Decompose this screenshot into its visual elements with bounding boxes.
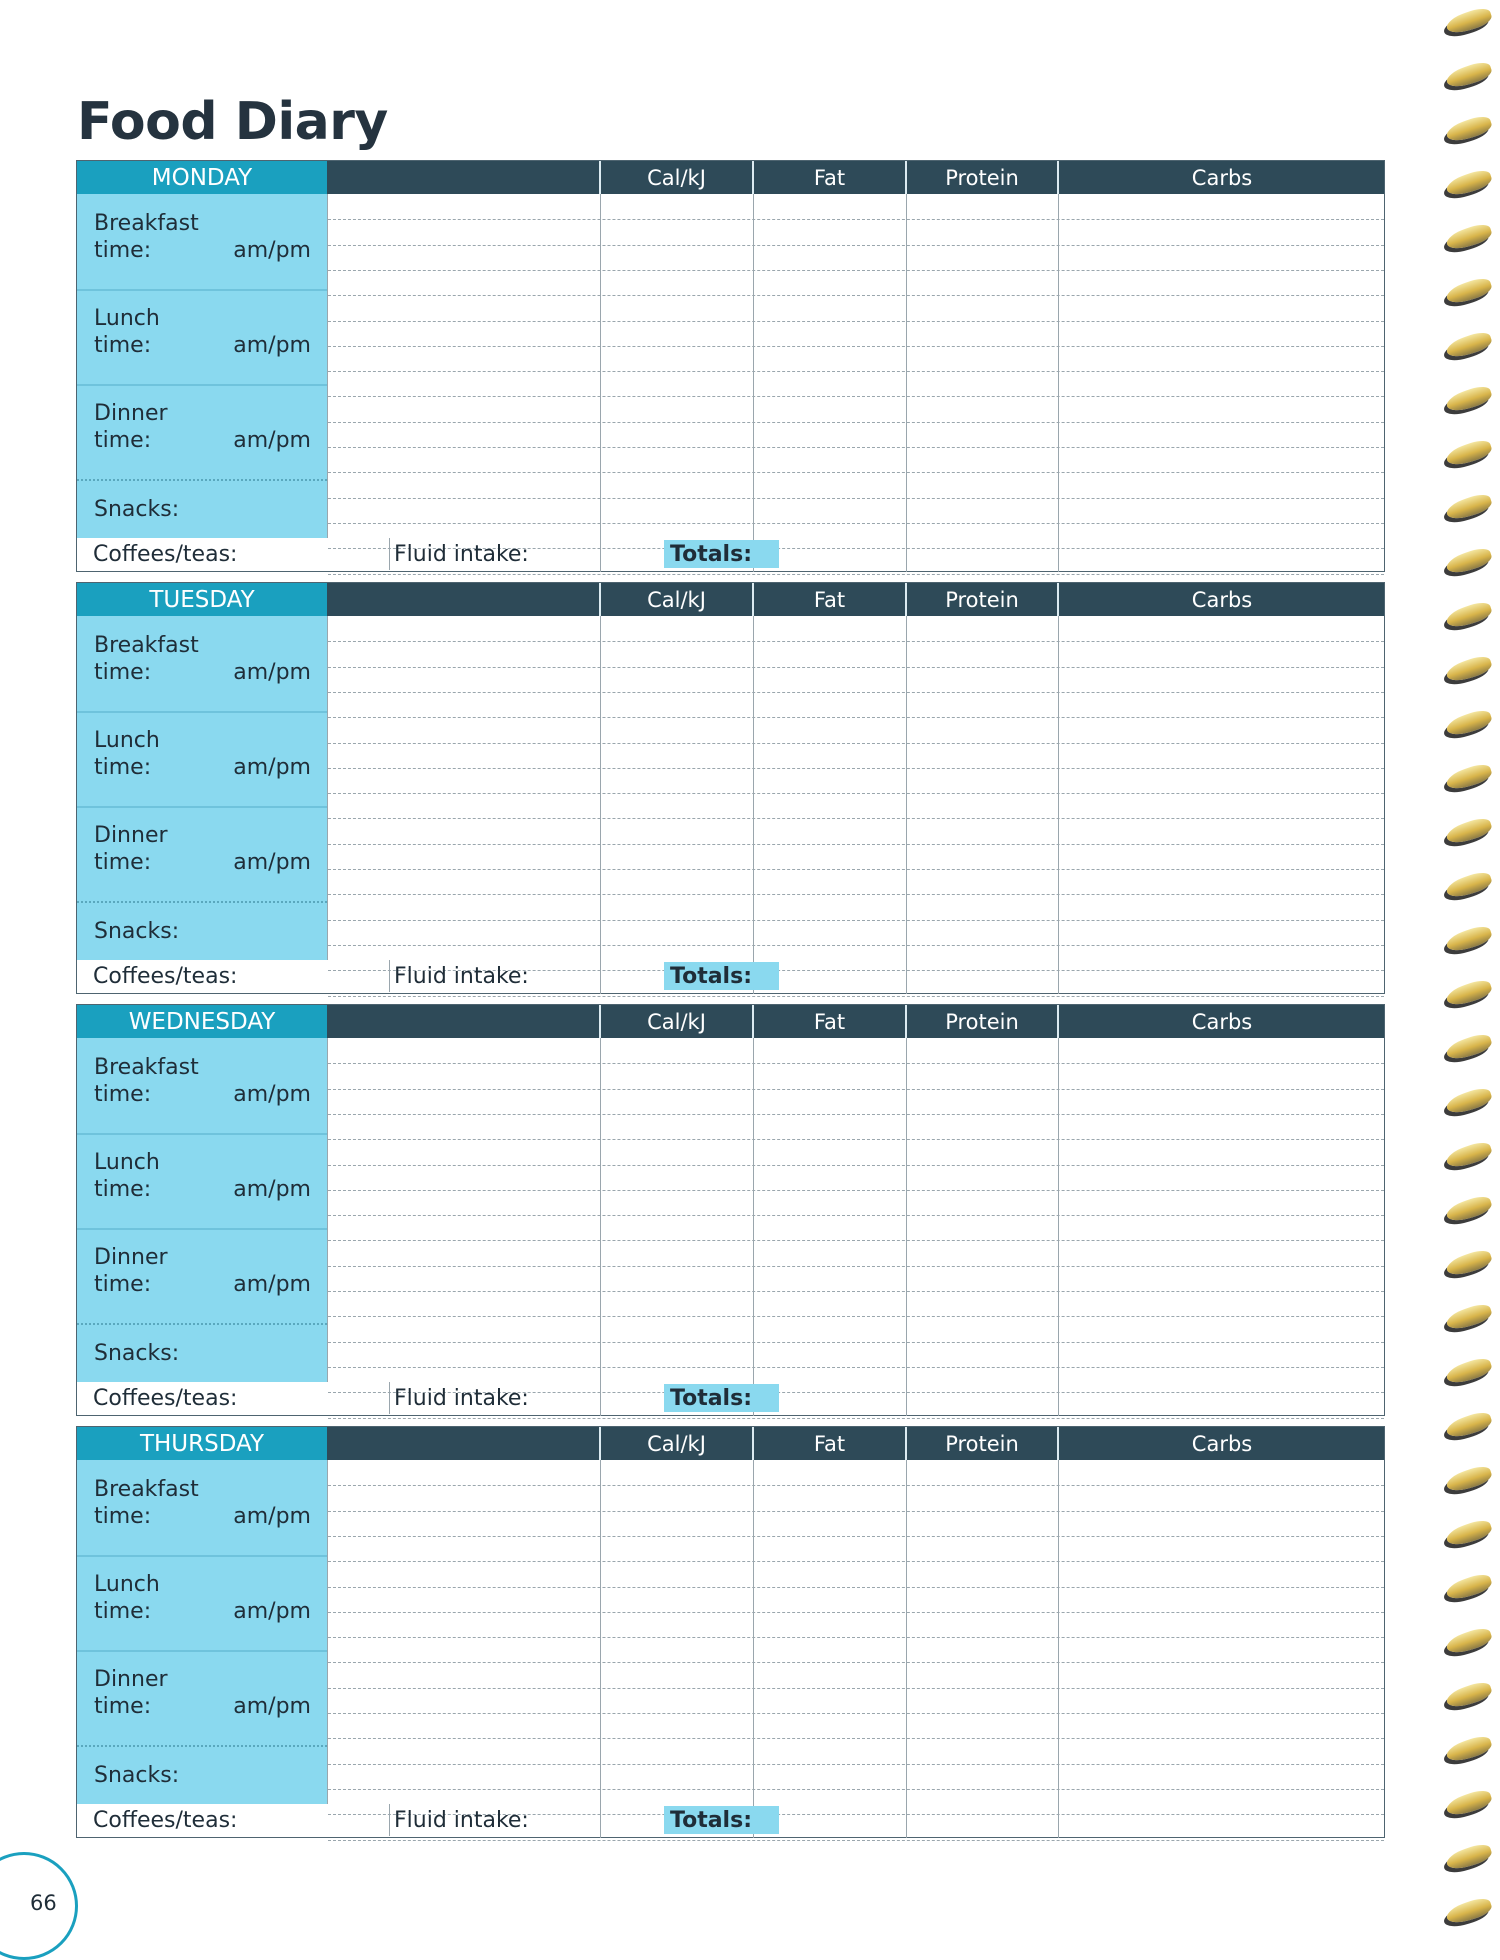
meal-divider bbox=[77, 1745, 327, 1747]
meal-time-label: time: bbox=[94, 1272, 152, 1297]
writing-line[interactable] bbox=[328, 295, 1384, 296]
writing-line[interactable] bbox=[328, 1063, 1384, 1064]
day-name: WEDNESDAY bbox=[77, 1005, 327, 1038]
spiral-coil bbox=[1444, 167, 1493, 198]
meal-time-label: time: bbox=[94, 1504, 152, 1529]
column-header: Protein bbox=[945, 1431, 1019, 1456]
meal-ampm-field[interactable]: am/pm bbox=[233, 333, 311, 358]
writing-line[interactable] bbox=[328, 219, 1384, 220]
coffees-teas-field[interactable]: Coffees/teas: bbox=[93, 963, 238, 989]
meal-time-label: time: bbox=[94, 755, 152, 780]
writing-line[interactable] bbox=[328, 667, 1384, 668]
writing-line[interactable] bbox=[328, 818, 1384, 819]
writing-line[interactable] bbox=[328, 869, 1384, 870]
spiral-coil bbox=[1444, 329, 1493, 360]
column-divider bbox=[389, 538, 390, 570]
writing-line[interactable] bbox=[328, 641, 1384, 642]
day-footer-row bbox=[77, 1804, 1384, 1838]
spiral-coil bbox=[1444, 491, 1493, 522]
meal-labels-column bbox=[77, 616, 327, 960]
day-section bbox=[76, 1004, 1385, 1416]
writing-line[interactable] bbox=[328, 447, 1384, 448]
spiral-coil bbox=[1444, 1355, 1493, 1386]
writing-line[interactable] bbox=[328, 1367, 1384, 1368]
day-footer-row bbox=[77, 538, 1384, 572]
day-footer-row bbox=[77, 960, 1384, 994]
meal-label: Breakfast bbox=[94, 211, 199, 236]
meal-label: Lunch bbox=[94, 1572, 160, 1597]
writing-line[interactable] bbox=[328, 321, 1384, 322]
meal-label: Breakfast bbox=[94, 1477, 199, 1502]
meal-divider bbox=[77, 1323, 327, 1325]
meal-labels-column bbox=[77, 1038, 327, 1382]
meal-time-label: time: bbox=[94, 1599, 152, 1624]
day-header-bar bbox=[77, 161, 1384, 194]
meal-ampm-field[interactable]: am/pm bbox=[233, 1694, 311, 1719]
totals-label: Totals: bbox=[664, 962, 779, 990]
snacks-label: Snacks: bbox=[94, 1763, 180, 1788]
meal-dinner bbox=[77, 806, 327, 901]
column-divider bbox=[753, 194, 754, 572]
column-divider bbox=[753, 1460, 754, 1838]
column-header: Protein bbox=[945, 587, 1019, 612]
meal-label: Breakfast bbox=[94, 1055, 199, 1080]
column-divider bbox=[906, 1460, 907, 1838]
column-divider bbox=[600, 1038, 601, 1416]
meal-dinner bbox=[77, 1650, 327, 1745]
meal-divider bbox=[77, 901, 327, 903]
spiral-coil bbox=[1444, 1571, 1493, 1602]
column-divider bbox=[600, 616, 601, 994]
column-divider bbox=[600, 1460, 601, 1838]
spiral-coil bbox=[1444, 221, 1493, 252]
spiral-coil bbox=[1444, 1085, 1493, 1116]
writing-line[interactable] bbox=[328, 1089, 1384, 1090]
meal-ampm-field[interactable]: am/pm bbox=[233, 660, 311, 685]
writing-line[interactable] bbox=[328, 1637, 1384, 1638]
meal-ampm-field[interactable]: am/pm bbox=[233, 238, 311, 263]
column-divider bbox=[753, 1038, 754, 1416]
spiral-coil bbox=[1444, 1463, 1493, 1494]
column-header: Cal/kJ bbox=[647, 165, 706, 190]
meal-time-label: time: bbox=[94, 238, 152, 263]
spiral-coil bbox=[1444, 1517, 1493, 1548]
coffees-teas-field[interactable]: Coffees/teas: bbox=[93, 1807, 238, 1833]
meal-lunch bbox=[77, 289, 327, 384]
writing-line[interactable] bbox=[328, 346, 1384, 347]
column-header: Protein bbox=[945, 165, 1019, 190]
spiral-coil bbox=[1444, 1895, 1493, 1926]
meal-dinner bbox=[77, 1228, 327, 1323]
day-footer-row bbox=[77, 1382, 1384, 1416]
meal-time-label: time: bbox=[94, 1694, 152, 1719]
column-divider bbox=[327, 1460, 328, 1804]
spiral-coil bbox=[1444, 923, 1493, 954]
column-header: Cal/kJ bbox=[647, 1009, 706, 1034]
spiral-coil bbox=[1444, 815, 1493, 846]
spiral-coil bbox=[1444, 869, 1493, 900]
fluid-intake-field[interactable]: Fluid intake: bbox=[394, 1807, 529, 1833]
writing-line[interactable] bbox=[328, 743, 1384, 744]
meal-lunch bbox=[77, 1133, 327, 1228]
meal-time-label: time: bbox=[94, 1177, 152, 1202]
spiral-coil bbox=[1444, 5, 1493, 36]
column-divider bbox=[1058, 616, 1059, 994]
spiral-coil bbox=[1444, 1841, 1493, 1872]
writing-line[interactable] bbox=[328, 1587, 1384, 1588]
page-number: 66 bbox=[30, 1891, 57, 1915]
column-header: Fat bbox=[813, 587, 846, 612]
spiral-coil bbox=[1444, 275, 1493, 306]
meal-time-label: time: bbox=[94, 1082, 152, 1107]
meal-label: Lunch bbox=[94, 306, 160, 331]
meal-time-label: time: bbox=[94, 428, 152, 453]
writing-line[interactable] bbox=[328, 945, 1384, 946]
meal-time-label: time: bbox=[94, 850, 152, 875]
spiral-coil bbox=[1444, 977, 1493, 1008]
column-header: Carbs bbox=[1191, 587, 1253, 612]
column-divider bbox=[327, 1038, 328, 1382]
writing-line[interactable] bbox=[328, 245, 1384, 246]
meal-ampm-field[interactable]: am/pm bbox=[233, 428, 311, 453]
column-divider bbox=[1058, 194, 1059, 572]
meal-ampm-field[interactable]: am/pm bbox=[233, 1177, 311, 1202]
meal-label: Lunch bbox=[94, 1150, 160, 1175]
column-header: Carbs bbox=[1191, 1009, 1253, 1034]
writing-line[interactable] bbox=[328, 574, 1384, 575]
column-header: Carbs bbox=[1191, 165, 1253, 190]
writing-line[interactable] bbox=[328, 1561, 1384, 1562]
snacks-label: Snacks: bbox=[94, 497, 180, 522]
day-header-bar bbox=[77, 583, 1384, 616]
meal-dinner bbox=[77, 384, 327, 479]
column-divider bbox=[1058, 1460, 1059, 1838]
writing-line[interactable] bbox=[328, 523, 1384, 524]
spiral-coil bbox=[1444, 59, 1493, 90]
fluid-intake-field[interactable]: Fluid intake: bbox=[394, 1385, 529, 1411]
page-number-badge bbox=[0, 1852, 78, 1960]
spiral-coil bbox=[1444, 437, 1493, 468]
spiral-coil bbox=[1444, 1139, 1493, 1170]
fluid-intake-field[interactable]: Fluid intake: bbox=[394, 963, 529, 989]
writing-line[interactable] bbox=[328, 894, 1384, 895]
spiral-coil bbox=[1444, 1031, 1493, 1062]
writing-line[interactable] bbox=[328, 1165, 1384, 1166]
writing-line[interactable] bbox=[328, 1840, 1384, 1841]
spiral-coil bbox=[1444, 113, 1493, 144]
writing-line[interactable] bbox=[328, 1266, 1384, 1267]
column-divider bbox=[1058, 1038, 1059, 1416]
totals-label: Totals: bbox=[664, 1806, 779, 1834]
meal-time-label: time: bbox=[94, 333, 152, 358]
writing-line[interactable] bbox=[328, 1612, 1384, 1613]
writing-line[interactable] bbox=[328, 1190, 1384, 1191]
meal-label: Dinner bbox=[94, 401, 168, 426]
column-header: Fat bbox=[813, 1009, 846, 1034]
writing-line[interactable] bbox=[328, 1485, 1384, 1486]
writing-line[interactable] bbox=[328, 422, 1384, 423]
meal-ampm-field[interactable]: am/pm bbox=[233, 1272, 311, 1297]
writing-line[interactable] bbox=[328, 1536, 1384, 1537]
day-name: TUESDAY bbox=[77, 583, 327, 616]
column-header: Carbs bbox=[1191, 1431, 1253, 1456]
writing-line[interactable] bbox=[328, 1240, 1384, 1241]
snacks-label: Snacks: bbox=[94, 919, 180, 944]
writing-line[interactable] bbox=[328, 1342, 1384, 1343]
writing-line[interactable] bbox=[328, 396, 1384, 397]
meal-lunch bbox=[77, 1555, 327, 1650]
column-divider bbox=[600, 194, 601, 572]
spiral-binding bbox=[1440, 0, 1500, 1936]
column-divider bbox=[753, 616, 754, 994]
snacks-label: Snacks: bbox=[94, 1341, 180, 1366]
meal-breakfast bbox=[77, 1460, 327, 1555]
meal-label: Breakfast bbox=[94, 633, 199, 658]
totals-label: Totals: bbox=[664, 1384, 779, 1412]
column-divider bbox=[389, 960, 390, 992]
column-header: Protein bbox=[945, 1009, 1019, 1034]
spiral-coil bbox=[1444, 1193, 1493, 1224]
writing-line[interactable] bbox=[328, 1713, 1384, 1714]
day-header-bar bbox=[77, 1427, 1384, 1460]
spiral-coil bbox=[1444, 707, 1493, 738]
meal-ampm-field[interactable]: am/pm bbox=[233, 1504, 311, 1529]
writing-line[interactable] bbox=[328, 692, 1384, 693]
writing-line[interactable] bbox=[328, 1316, 1384, 1317]
writing-line[interactable] bbox=[328, 1738, 1384, 1739]
day-header-bar bbox=[77, 1005, 1384, 1038]
spiral-coil bbox=[1444, 1733, 1493, 1764]
column-divider bbox=[327, 194, 328, 538]
day-section bbox=[76, 160, 1385, 572]
writing-line[interactable] bbox=[328, 371, 1384, 372]
meal-label: Lunch bbox=[94, 728, 160, 753]
writing-line[interactable] bbox=[328, 472, 1384, 473]
spiral-coil bbox=[1444, 1247, 1493, 1278]
meal-ampm-field[interactable]: am/pm bbox=[233, 755, 311, 780]
spiral-coil bbox=[1444, 1787, 1493, 1818]
writing-line[interactable] bbox=[328, 498, 1384, 499]
spiral-coil bbox=[1444, 1301, 1493, 1332]
writing-line[interactable] bbox=[328, 793, 1384, 794]
column-divider bbox=[389, 1804, 390, 1836]
meal-ampm-field[interactable]: am/pm bbox=[233, 850, 311, 875]
writing-line[interactable] bbox=[328, 844, 1384, 845]
column-header: Cal/kJ bbox=[647, 1431, 706, 1456]
column-divider bbox=[327, 616, 328, 960]
meal-breakfast bbox=[77, 1038, 327, 1133]
writing-line[interactable] bbox=[328, 1688, 1384, 1689]
writing-line[interactable] bbox=[328, 768, 1384, 769]
spiral-coil bbox=[1444, 653, 1493, 684]
fluid-intake-field[interactable]: Fluid intake: bbox=[394, 541, 529, 567]
column-header: Fat bbox=[813, 1431, 846, 1456]
page-title: Food Diary bbox=[77, 92, 388, 152]
meal-time-label: time: bbox=[94, 660, 152, 685]
writing-line[interactable] bbox=[328, 270, 1384, 271]
totals-label: Totals: bbox=[664, 540, 779, 568]
meal-label: Dinner bbox=[94, 1245, 168, 1270]
spiral-coil bbox=[1444, 383, 1493, 414]
spiral-coil bbox=[1444, 599, 1493, 630]
writing-line[interactable] bbox=[328, 1511, 1384, 1512]
writing-line[interactable] bbox=[328, 996, 1384, 997]
spiral-coil bbox=[1444, 1679, 1493, 1710]
day-section bbox=[76, 1426, 1385, 1838]
spiral-coil bbox=[1444, 761, 1493, 792]
meal-label: Dinner bbox=[94, 1667, 168, 1692]
meal-lunch bbox=[77, 711, 327, 806]
column-divider bbox=[389, 1382, 390, 1414]
column-divider bbox=[906, 1038, 907, 1416]
meal-labels-column bbox=[77, 194, 327, 538]
column-header: Fat bbox=[813, 165, 846, 190]
writing-line[interactable] bbox=[328, 717, 1384, 718]
writing-line[interactable] bbox=[328, 1291, 1384, 1292]
column-header: Cal/kJ bbox=[647, 587, 706, 612]
meal-breakfast bbox=[77, 616, 327, 711]
writing-line[interactable] bbox=[328, 1789, 1384, 1790]
writing-line[interactable] bbox=[328, 1215, 1384, 1216]
coffees-teas-field[interactable]: Coffees/teas: bbox=[93, 1385, 238, 1411]
writing-line[interactable] bbox=[328, 1418, 1384, 1419]
coffees-teas-field[interactable]: Coffees/teas: bbox=[93, 541, 238, 567]
column-divider bbox=[906, 616, 907, 994]
spiral-coil bbox=[1444, 1409, 1493, 1440]
writing-line[interactable] bbox=[328, 1114, 1384, 1115]
day-name: THURSDAY bbox=[77, 1427, 327, 1460]
writing-line[interactable] bbox=[328, 1139, 1384, 1140]
writing-line[interactable] bbox=[328, 1662, 1384, 1663]
meal-ampm-field[interactable]: am/pm bbox=[233, 1599, 311, 1624]
day-section bbox=[76, 582, 1385, 994]
spiral-coil bbox=[1444, 1625, 1493, 1656]
meal-label: Dinner bbox=[94, 823, 168, 848]
day-name: MONDAY bbox=[77, 161, 327, 194]
meal-divider bbox=[77, 479, 327, 481]
meal-ampm-field[interactable]: am/pm bbox=[233, 1082, 311, 1107]
meal-breakfast bbox=[77, 194, 327, 289]
spiral-coil bbox=[1444, 545, 1493, 576]
writing-line[interactable] bbox=[328, 920, 1384, 921]
writing-line[interactable] bbox=[328, 1764, 1384, 1765]
column-divider bbox=[906, 194, 907, 572]
meal-labels-column bbox=[77, 1460, 327, 1804]
